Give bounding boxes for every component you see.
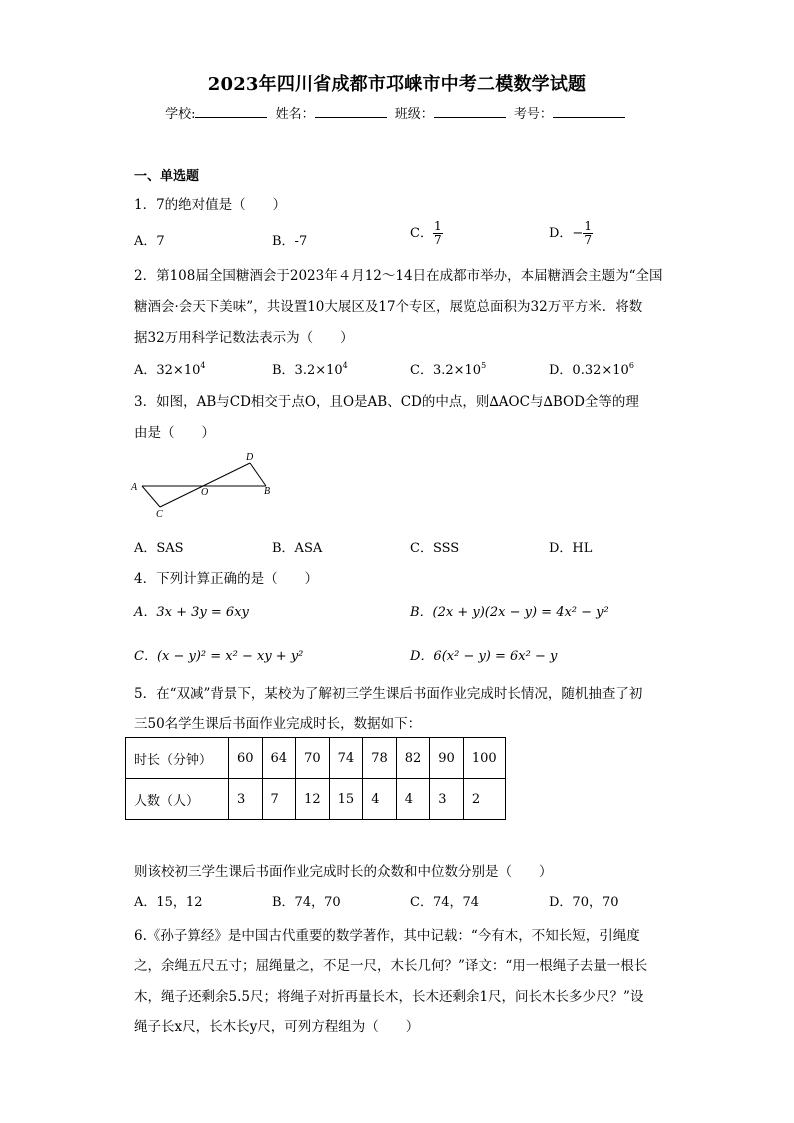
- table-row: [126, 779, 506, 820]
- question-5-line-2: 三50名学生课后书面作业完成时长，数据如下：: [134, 716, 422, 732]
- q2-option-a-text: A．32×10: [134, 363, 201, 378]
- label-d: D: [246, 452, 254, 463]
- question-1-stem: 1．7的绝对值是（ ）: [134, 197, 287, 213]
- question-6-line-3: 木，绳子还剩余5.5尺；将绳子对折再量长木，长木还剩余1尺，问长木长多少尺？”设: [134, 989, 644, 1005]
- fraction-denominator: 7: [584, 233, 592, 247]
- segment-cd: [160, 463, 250, 507]
- q2-option-c-text: C．3.2×10: [410, 363, 482, 378]
- question-3-line-1: 3．如图，AB与CD相交于点O，且O是AB、CD的中点，则∆AOC与∆BOD全等的理: [134, 394, 639, 410]
- q2-option-c-exponent: 5: [481, 361, 487, 370]
- table-row: [126, 738, 506, 779]
- table-cell: 3: [430, 779, 464, 820]
- q4-option-d: D．6(x² − y) = 6x² − y: [410, 649, 558, 664]
- q2-option-d-text: D．0.32×10: [549, 363, 629, 378]
- label-c: C: [156, 509, 163, 520]
- q1-option-c: [410, 220, 443, 247]
- question-2-line-2: 糖酒会·会天下美味”，共设置10大展区及17个专区，展览总面积为32万平方米．将数: [134, 299, 643, 315]
- number-blank[interactable]: [553, 105, 625, 118]
- question-2-line-3: 据32万用科学记数法表示为（ ）: [134, 330, 354, 346]
- fraction-denominator: 7: [433, 233, 442, 247]
- q3-option-d: D．HL: [549, 541, 593, 556]
- student-info-line: [0, 103, 794, 122]
- q4-option-c: C．(x − y)² = x² − xy + y²: [134, 649, 304, 664]
- question-5-ask: 则该校初三学生课后书面作业完成时长的众数和中位数分别是（ ）: [134, 864, 553, 880]
- table-cell: 人数（人）: [126, 779, 229, 820]
- q3-geometry-figure: [128, 450, 288, 522]
- class-label: 班级：: [394, 107, 434, 122]
- table-cell: 时长（分钟）: [126, 738, 229, 779]
- q2-option-b-text: B．3.2×10: [272, 363, 343, 378]
- table-cell: 2: [463, 779, 505, 820]
- q3-option-b: B．ASA: [272, 541, 323, 556]
- label-b: B: [264, 486, 271, 497]
- class-blank[interactable]: [434, 105, 506, 118]
- q3-option-c: C．SSS: [410, 541, 460, 556]
- table-cell: 7: [262, 779, 296, 820]
- q2-option-a: [134, 359, 205, 378]
- q1-option-c-fraction: [433, 220, 443, 247]
- table-cell: 60: [229, 738, 263, 779]
- label-o: O: [201, 487, 209, 498]
- q1-option-b: B．-7: [272, 234, 308, 249]
- question-6-line-1: 6.《孙子算经》是中国古代重要的数学著作，其中记载：“今有木，不知长短，引绳度: [134, 928, 640, 944]
- q2-option-a-exponent: 4: [200, 361, 206, 370]
- segment-ac: [142, 486, 160, 507]
- school-blank[interactable]: [195, 105, 267, 118]
- q3-option-a: A．SAS: [134, 541, 184, 556]
- q1-option-d: [549, 220, 593, 247]
- school-label: 学校:: [165, 107, 196, 122]
- table-cell: 3: [229, 779, 263, 820]
- q4-option-b: B．(2x + y)(2x − y) = 4x² − y²: [410, 605, 609, 620]
- q5-option-b: B．74，70: [272, 895, 341, 910]
- table-cell: 100: [463, 738, 505, 779]
- table-cell: 82: [396, 738, 430, 779]
- q5-option-d: D．70，70: [549, 895, 619, 910]
- section-heading: 一、单选题: [134, 169, 200, 184]
- q2-option-d-exponent: 6: [628, 361, 634, 370]
- q2-option-b: [272, 359, 348, 378]
- question-6-line-4: 绳子长x尺，长木长y尺，可列方程组为（ ）: [134, 1019, 420, 1035]
- table-cell: 70: [296, 738, 330, 779]
- fraction-numerator: 1: [433, 219, 442, 233]
- q4-option-a: A．3x + 3y = 6xy: [134, 605, 249, 620]
- table-cell: 78: [363, 738, 397, 779]
- table-cell: 4: [396, 779, 430, 820]
- number-label: 考号：: [513, 107, 553, 122]
- question-3-line-2: 由是（ ）: [134, 425, 215, 441]
- q2-option-c: [410, 359, 486, 378]
- question-2-line-1: 2．第108届全国糖酒会于2023年４月12～14日在成都市举办，本届糖酒会主题为“全国: [134, 268, 663, 284]
- table-cell: 15: [329, 779, 363, 820]
- table-cell: 74: [329, 738, 363, 779]
- table-cell: 90: [430, 738, 464, 779]
- question-6-line-2: 之，余绳五尺五寸；屈绳量之，不足一尺，木长几何？”译文：“用一根绳子去量一根长: [134, 958, 648, 974]
- name-blank[interactable]: [315, 105, 387, 118]
- q5-option-a: A．15，12: [134, 895, 203, 910]
- table-cell: 64: [262, 738, 296, 779]
- page-title: 2023年四川省成都市邛崃市中考二模数学试题: [207, 74, 587, 95]
- table-cell: 12: [296, 779, 330, 820]
- q2-option-b-exponent: 4: [342, 361, 348, 370]
- q5-option-c: C．74，74: [410, 895, 480, 910]
- q1-option-d-fraction: [583, 220, 593, 247]
- question-5-line-1: 5．在“双减”背景下，某校为了解初三学生课后书面作业完成时长情况，随机抽查了初: [134, 686, 643, 702]
- q2-option-d: [549, 359, 634, 378]
- table-cell: 4: [363, 779, 397, 820]
- question-4-stem: 4．下列计算正确的是（ ）: [134, 571, 319, 587]
- q1-option-c-prefix: C．: [410, 226, 433, 241]
- name-label: 姓名：: [275, 107, 315, 122]
- q5-data-table: [125, 737, 506, 820]
- fraction-numerator: 1: [584, 219, 592, 233]
- q1-option-d-prefix: D．−: [549, 226, 584, 241]
- segment-db: [250, 463, 266, 486]
- label-a: A: [131, 482, 138, 493]
- q1-option-a: A．7: [134, 234, 165, 249]
